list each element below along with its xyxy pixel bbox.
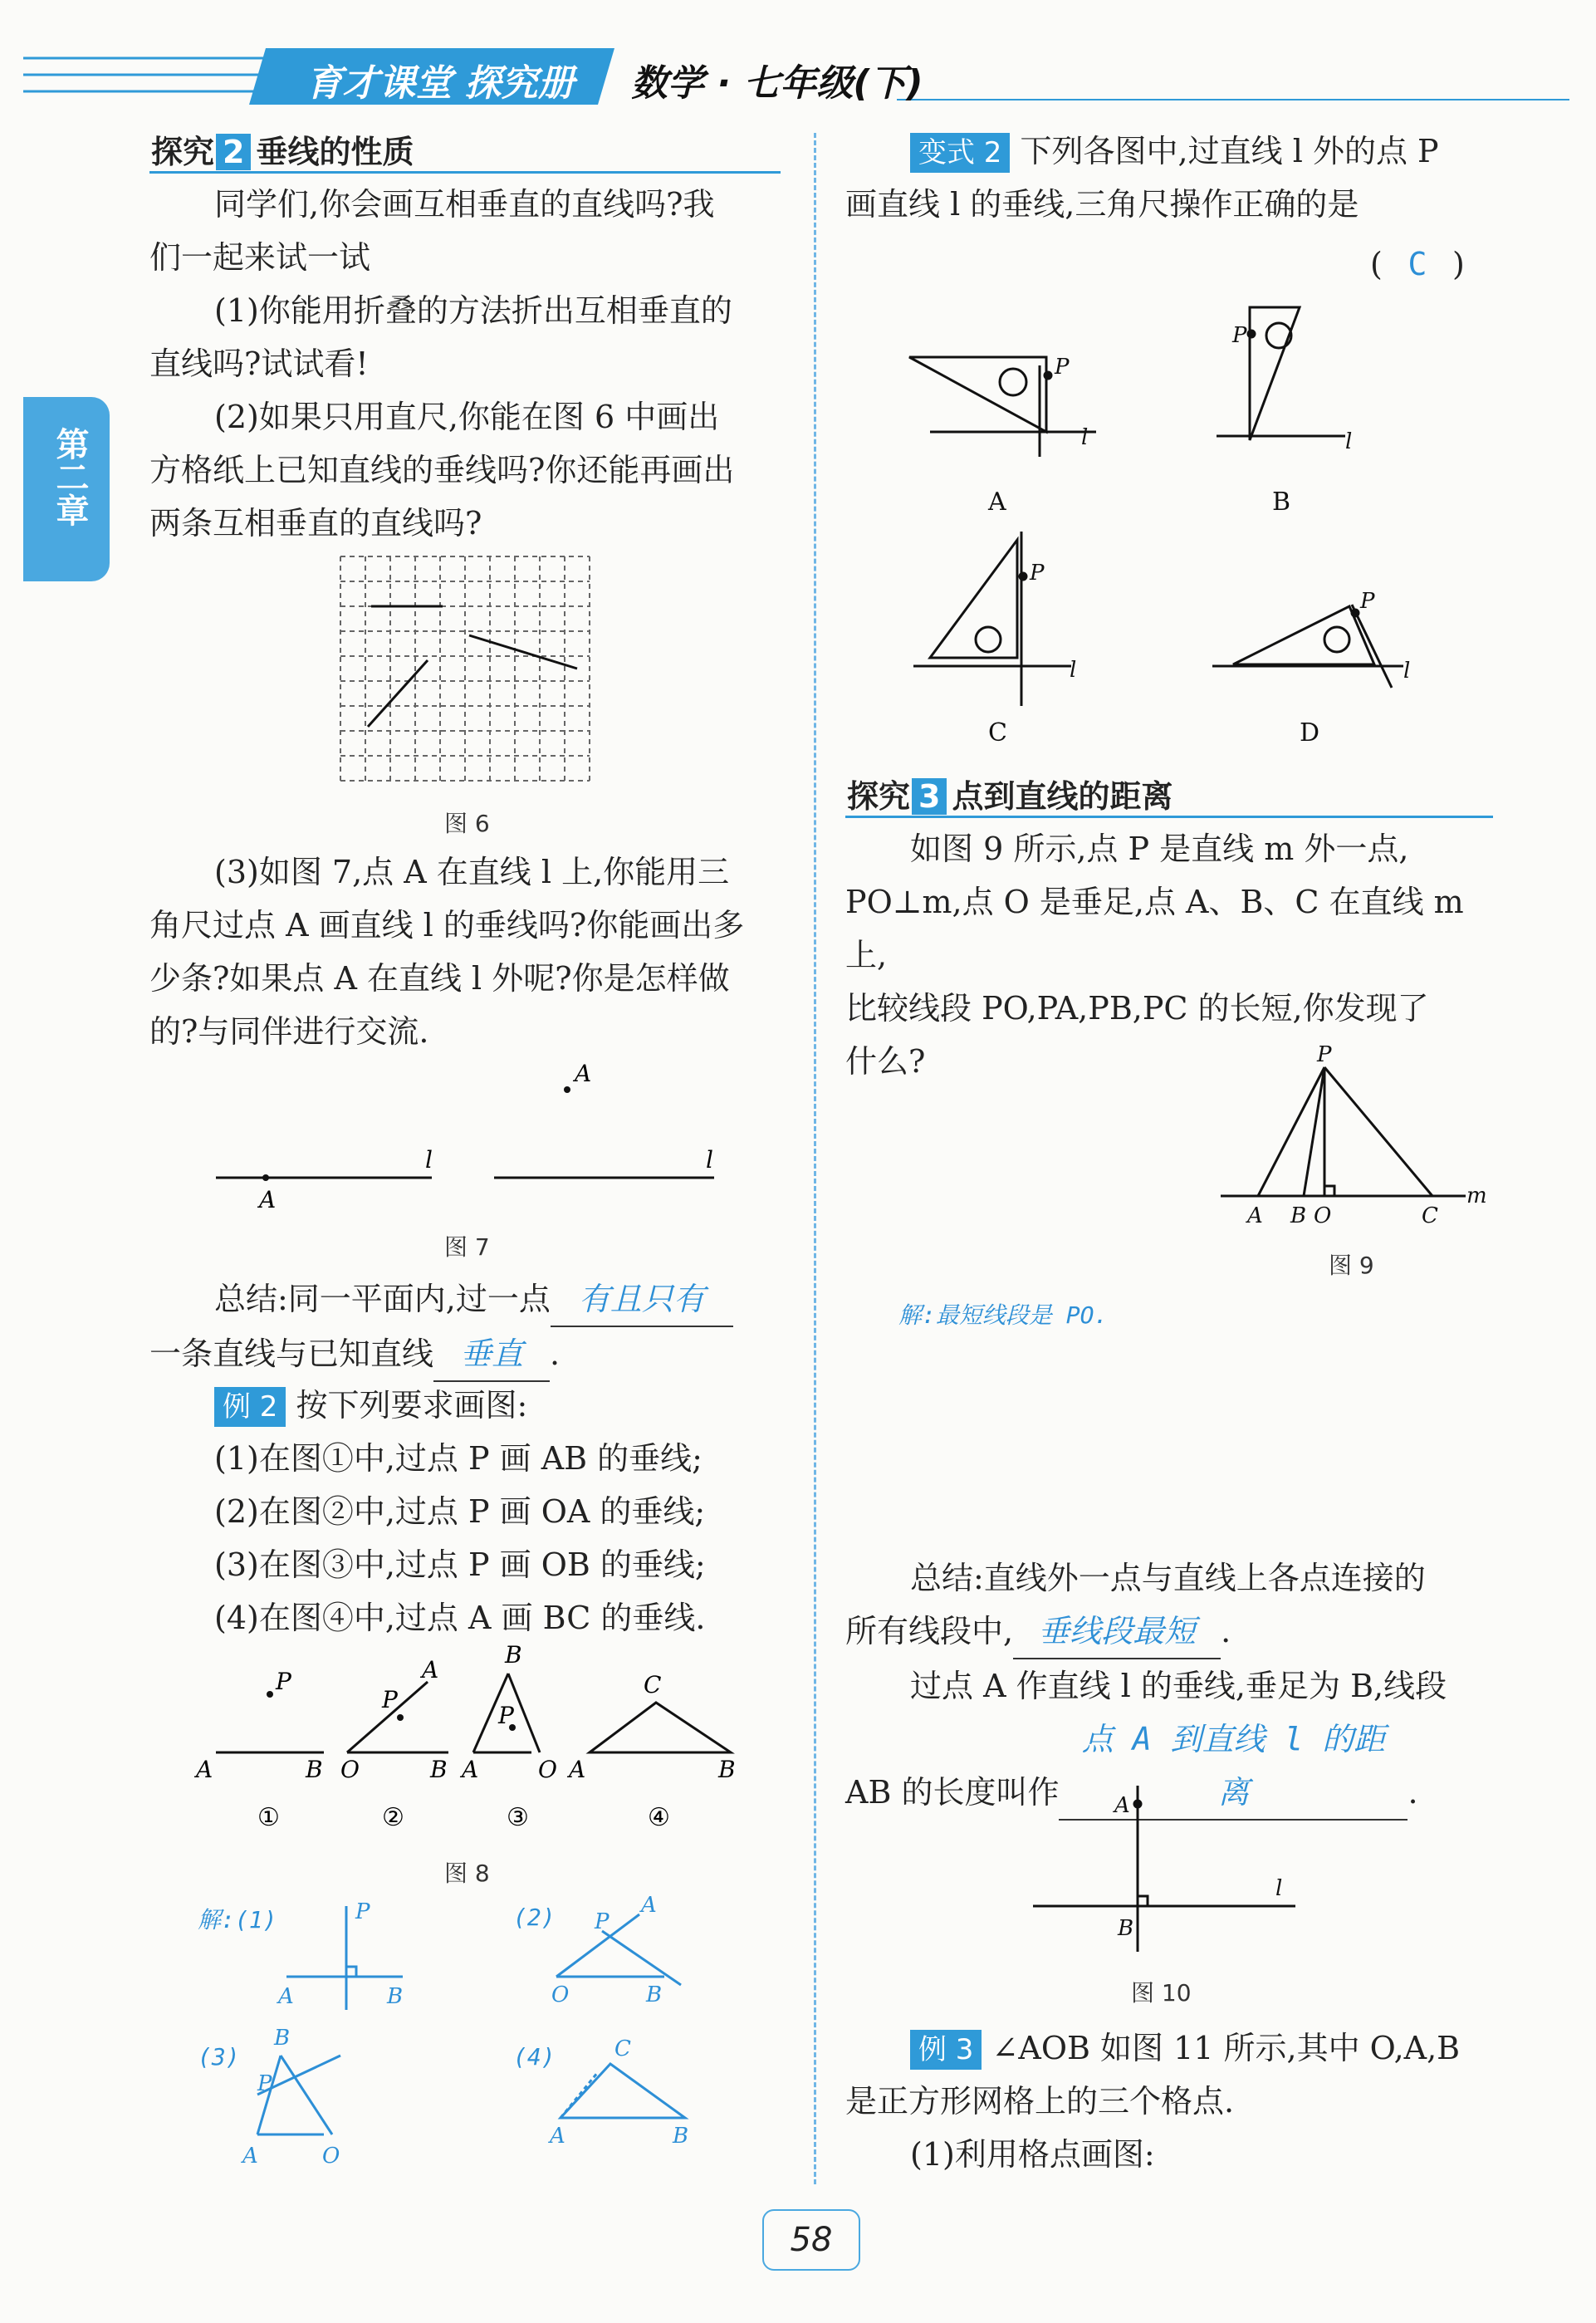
svg-text:B: B (505, 1644, 522, 1669)
svg-text:B: B (673, 2124, 689, 2149)
variant-2-tag: 变式 2 (910, 133, 1010, 173)
header-subject: 数学 · 七年级(下) (631, 62, 923, 105)
figure-10-caption: 图 10 (1131, 1979, 1192, 2007)
svg-text:A: A (641, 1894, 657, 1918)
svg-text:B: B (274, 2026, 291, 2051)
svg-text:B: B (1118, 1916, 1134, 1941)
chapter-side-tab-label: 第二章 (51, 427, 89, 527)
summary-2-answer: 垂线段最短 (1013, 1605, 1221, 1659)
example-2-item-3: (3)在图③中,过点 P 画 OB 的垂线; (214, 1546, 706, 1583)
solution-label-4: (4) (513, 2043, 556, 2071)
svg-text:P: P (1030, 561, 1045, 586)
q3-line-3: 少条?如果点 A 在直线 l 外呢?你是怎样做 (149, 960, 730, 997)
intro-line-1: 同学们,你会画互相垂直的直线吗?我 (214, 186, 715, 223)
svg-text:A: A (550, 2124, 565, 2149)
svg-text:l: l (706, 1146, 713, 1174)
section2-label: 探究 (151, 134, 215, 170)
svg-text:C: C (614, 2036, 631, 2061)
example-2 (149, 1379, 797, 1644)
svg-text:A: A (569, 1756, 586, 1783)
svg-text:P: P (257, 2071, 272, 2096)
svg-text:A: A (259, 1186, 277, 1213)
variant-2-options (897, 299, 1478, 764)
variant-2-paren-open: ( (1370, 246, 1383, 282)
svg-text:O: O (322, 2144, 340, 2169)
figure-9 (1212, 1038, 1495, 1237)
svg-text:O: O (1314, 1203, 1332, 1228)
solution-label-1: 解:(1) (198, 1906, 277, 1933)
svg-text:A: A (1247, 1203, 1263, 1228)
svg-text:O: O (551, 1982, 570, 2007)
distance-line-2: AB 的长度叫作 (845, 1774, 1060, 1811)
figure-8-num-4: ④ (648, 1803, 670, 1832)
variant-2-answer: C (1408, 246, 1427, 282)
svg-text:l: l (1345, 429, 1353, 454)
summary-2-line-1: 总结:直线外一点与直线上各点连接的 (910, 1560, 1426, 1596)
section3-line-2: PO⊥m,点 O 是垂足,点 A、B、C 在直线 m 上, (845, 884, 1464, 973)
svg-text:C: C (644, 1671, 662, 1698)
figure-9-caption: 图 9 (1329, 1252, 1374, 1279)
svg-text:A: A (278, 1984, 294, 2009)
figure-8-num-2: ② (382, 1803, 404, 1832)
svg-text:B: B (430, 1756, 448, 1783)
summary-1-text-2: 一条直线与已知直线 (149, 1335, 434, 1372)
intro-line-2: 们一起来试一试 (149, 239, 371, 276)
section3-number: 3 (912, 778, 947, 815)
section3-line-4: 什么? (845, 1043, 926, 1080)
section2-title: 垂线的性质 (256, 134, 414, 170)
option-label-a: A (988, 488, 1006, 517)
q2-line-2: 方格纸上已知直线的垂线吗?你还能再画出 (149, 452, 735, 488)
figure-10 (1021, 1769, 1320, 1952)
chapter-side-tab (23, 397, 110, 581)
svg-text:l: l (1275, 1876, 1283, 1901)
svg-text:P: P (1317, 1042, 1332, 1067)
svg-text:B: B (1290, 1203, 1307, 1228)
page-number-box (762, 2209, 860, 2271)
q2-line-3: 两条互相垂直的直线吗? (149, 505, 482, 542)
variant-2-answer-box (1370, 238, 1465, 291)
figure-8-num-1: ① (257, 1803, 280, 1832)
section3-line-1: 如图 9 所示,点 P 是直线 m 外一点, (910, 831, 1409, 867)
variant-2-line-1: 下列各图中,过直线 l 外的点 P (1020, 133, 1439, 169)
svg-text:A: A (575, 1060, 592, 1087)
option-label-b: B (1272, 488, 1291, 517)
figure-8 (191, 1644, 756, 1844)
solution-label-3: (3) (198, 2043, 240, 2071)
option-label-d: D (1300, 718, 1320, 747)
section3-title: 点到直线的距离 (952, 778, 1173, 815)
svg-text:A: A (422, 1656, 439, 1683)
svg-text:A: A (196, 1756, 213, 1783)
summary-1: 总结:同一平面内,过一点 有且只有 一条直线与已知直线 垂直 . (149, 1272, 797, 1382)
svg-text:A: A (242, 2144, 258, 2169)
summary-2-line-2: 所有线段中, (845, 1613, 1014, 1649)
example-2-item-4: (4)在图④中,过点 A 画 BC 的垂线. (214, 1600, 706, 1636)
svg-text:B: B (646, 1982, 663, 2007)
figure-6-grid (336, 552, 594, 785)
variant-2 (845, 125, 1493, 231)
figure-6-caption: 图 6 (444, 810, 490, 837)
svg-text:B: B (387, 1984, 404, 2009)
option-label-c: C (988, 718, 1007, 747)
summary-1-answer-2: 垂直 (433, 1327, 550, 1382)
svg-text:A: A (1114, 1793, 1130, 1818)
svg-text:B: B (306, 1756, 323, 1783)
example-2-tag: 例 2 (214, 1387, 286, 1427)
section2-number: 2 (216, 134, 251, 170)
svg-text:P: P (595, 1909, 610, 1934)
example-2-solution-figures (233, 1894, 698, 2193)
svg-text:l: l (1070, 658, 1077, 683)
section3-label: 探究 (847, 778, 911, 815)
section3-underline (845, 816, 1493, 818)
page-number: 58 (790, 2221, 833, 2259)
svg-text:C: C (1422, 1203, 1438, 1228)
variant-2-paren-close: ) (1452, 246, 1465, 282)
variant-2-line-2: 画直线 l 的垂线,三角尺操作正确的是 (845, 186, 1359, 223)
summary-1-answer-1: 有且只有 (551, 1272, 733, 1327)
svg-text:l: l (1403, 659, 1411, 684)
svg-text:O: O (340, 1756, 360, 1783)
distance-answer: 点 A 到直线 l 的距离 (1059, 1713, 1408, 1821)
section3-heading (847, 771, 1173, 816)
section3-line-3: 比较线段 PO,PA,PB,PC 的长短,你发现了 (845, 990, 1429, 1027)
q1-line-1: (1)你能用折叠的方法折出互相垂直的 (214, 292, 732, 329)
svg-text:m: m (1466, 1184, 1487, 1208)
q1-line-2: 直线吗?试试看! (149, 346, 369, 382)
figure-8-caption: 图 8 (444, 1860, 490, 1887)
figure-7 (199, 1055, 731, 1221)
svg-text:l: l (1081, 425, 1089, 450)
summary-2: 总结:直线外一点与直线上各点连接的 所有线段中, 垂线段最短 . 过点 A 作直线 l 的垂线,垂足为 B,线段 AB 的长度叫作点 A 到直线 l 的距离 . (845, 1551, 1493, 1821)
example-3 (845, 2022, 1493, 2181)
svg-text:P: P (355, 1899, 370, 1924)
distance-line-1: 过点 A 作直线 l 的垂线,垂足为 B,线段 (910, 1668, 1447, 1704)
q2-line-1: (2)如果只用直尺,你能在图 6 中画出 (214, 399, 720, 435)
intro-text (149, 178, 797, 550)
svg-text:A: A (462, 1756, 479, 1783)
q3-line-2: 角尺过点 A 画直线 l 的垂线吗?你能画出多 (149, 907, 745, 943)
section2-underline (149, 171, 781, 174)
svg-text:P: P (1360, 589, 1375, 614)
example-3-line-2: 是正方形网格上的三个格点. (845, 2083, 1235, 2120)
example-3-tag: 例 3 (910, 2030, 982, 2070)
svg-text:P: P (1055, 355, 1070, 380)
header-brand: 育才课堂 探究册 (306, 62, 575, 105)
column-divider (814, 133, 816, 2184)
example-2-text: 按下列要求画图: (296, 1387, 528, 1424)
svg-text:P: P (382, 1686, 398, 1713)
section2-heading (151, 126, 414, 172)
svg-text:P: P (276, 1668, 291, 1695)
summary-1-text: 总结:同一平面内,过一点 (214, 1281, 551, 1317)
svg-text:P: P (1232, 323, 1247, 348)
solution-9: 解:最短线段是 PO. (898, 1301, 1109, 1329)
q3-line-1: (3)如图 7,点 A 在直线 l 上,你能用三 (214, 854, 730, 890)
svg-text:B: B (718, 1756, 736, 1783)
figure-8-num-3: ③ (507, 1803, 529, 1832)
q3-text (149, 845, 797, 1058)
example-2-item-2: (2)在图②中,过点 P 画 OA 的垂线; (214, 1493, 706, 1530)
example-3-line-1: ∠AOB 如图 11 所示,其中 O,A,B (991, 2030, 1461, 2066)
figure-7-caption: 图 7 (444, 1233, 490, 1261)
example-3-line-3: (1)利用格点画图: (910, 2136, 1155, 2173)
svg-text:P: P (498, 1702, 514, 1729)
q3-line-4: 的?与同伴进行交流. (149, 1013, 429, 1050)
solution-label-2: (2) (513, 1904, 556, 1931)
svg-text:l: l (425, 1146, 433, 1174)
example-2-item-1: (1)在图①中,过点 P 画 AB 的垂线; (214, 1440, 703, 1477)
svg-text:O: O (538, 1756, 557, 1783)
